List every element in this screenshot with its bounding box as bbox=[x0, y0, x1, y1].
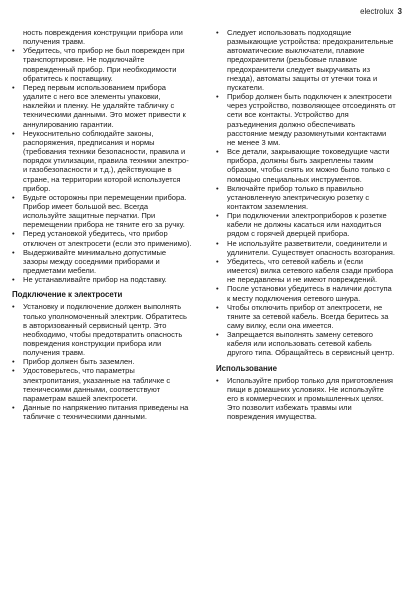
list-item: • Включайте прибор только в правильно установленную электрическую розетку с контактом заземления. bbox=[216, 184, 396, 211]
list-item: • Убедитесь, что сетевой кабель и (если имеется) вилка сетевого кабеля сзади прибора не передавлены и не имеют повреждений. bbox=[216, 257, 396, 284]
page-number: 3 bbox=[397, 7, 402, 16]
list-item: • Будьте осторожны при перемещении прибора. Прибор имеет большой вес. Всегда используйте защитные перчатки. При перемещении прибора не тяните его за ручку. bbox=[12, 193, 192, 230]
brand-name: electrolux bbox=[360, 7, 394, 16]
list-item: • Запрещается выполнять замену сетевого кабеля или использовать сетевой кабель другого типа. Обращайтесь в сервисный центр. bbox=[216, 330, 396, 357]
list-item: • После установки убедитесь в наличии доступа к месту подключения сетевого шнура. bbox=[216, 284, 396, 302]
list-item: • Данные по напряжению питания приведены на табличке с техническими данными. bbox=[12, 403, 192, 421]
list-item: • Следует использовать подходящие размыкающие устройства: предохранительные автоматические выключатели, плавкие предохранители (резьбовые плавкие предохранители следует выкручивать из гнезда), автоматы защиты от утечки тока и пускатели. bbox=[216, 28, 396, 92]
list-item: • При подключении электроприборов к розетке кабели не должны касаться или находиться рядом с горячей дверцей прибора. bbox=[216, 211, 396, 238]
section-heading-usage: Использование bbox=[216, 363, 277, 373]
list-item: • Все детали, закрывающие токоведущие части прибора, должны быть закреплены таким образом, чтобы снять их можно было только с помощью специальных инструментов. bbox=[216, 147, 396, 184]
list-item: • Перед установкой убедитесь, что прибор отключен от электросети (если это применимо). bbox=[12, 229, 192, 247]
list-item: • Не используйте разветвители, соединители и удлинители. Существует опасность возгорания. bbox=[216, 239, 396, 257]
page-header bbox=[360, 7, 402, 16]
section-heading-electrical: Подключение к электросети bbox=[12, 290, 123, 300]
list-item: • Перед первым использованием прибора удалите с него все элементы упаковки, наклейки и пленку. Не удаляйте табличку с техническими данными. Это может привести к аннулированию гарантии. bbox=[12, 83, 192, 129]
list-item: • Чтобы отключить прибор от электросети, не тяните за сетевой кабель. Всегда беритесь за саму вилку, если она имеется. bbox=[216, 303, 396, 330]
list-item: • Убедитесь, что прибор не был поврежден при транспортировке. Не подключайте поврежденный прибор. При необходимости обратитесь к поставщику. bbox=[12, 46, 192, 83]
list-item: • Используйте прибор только для приготовления пищи в домашних условиях. Не используйте его в коммерческих и промышленных целях. Это позволит избежать травмы или повреждения имущества. bbox=[216, 376, 396, 422]
continued-item: ность повреждения конструкции прибора или получения травм. bbox=[23, 28, 183, 47]
list-item: • Неукоснительно соблюдайте законы, распоряжения, предписания и нормы (требования техники безопасности, правила и порядок утилизации, правила техники электро- и газобезопасности и т.д.), действующие в стране, на территории которой используется прибор. bbox=[12, 129, 192, 193]
left-column bbox=[12, 28, 192, 421]
list-item: • Не устанавливайте прибор на подставку. bbox=[12, 275, 192, 284]
list-item: • Прибор должен быть заземлен. bbox=[12, 357, 192, 366]
list-item: • Удостоверьтесь, что параметры электропитания, указанные на табличке с техническими данными, соответствуют параметрам вашей электросети. bbox=[12, 366, 192, 403]
list-item: • Прибор должен быть подключен к электросети через устройство, позволяющее отсоединять от сети все контакты. Устройство для разъединения должно обеспечивать расстояние между разомкнутыми контактами не менее 3 мм. bbox=[216, 92, 396, 147]
list-item: • Выдерживайте минимально допустимые зазоры между соседними приборами и предметами мебели. bbox=[12, 248, 192, 275]
right-column bbox=[216, 28, 396, 421]
list-item: • Установку и подключение должен выполнять только уполномоченный электрик. Обратитесь в авторизованный сервисный центр. Это необходимо, чтобы предотвратить опасность повреждения конструкции прибора или получения травм. bbox=[12, 302, 192, 357]
